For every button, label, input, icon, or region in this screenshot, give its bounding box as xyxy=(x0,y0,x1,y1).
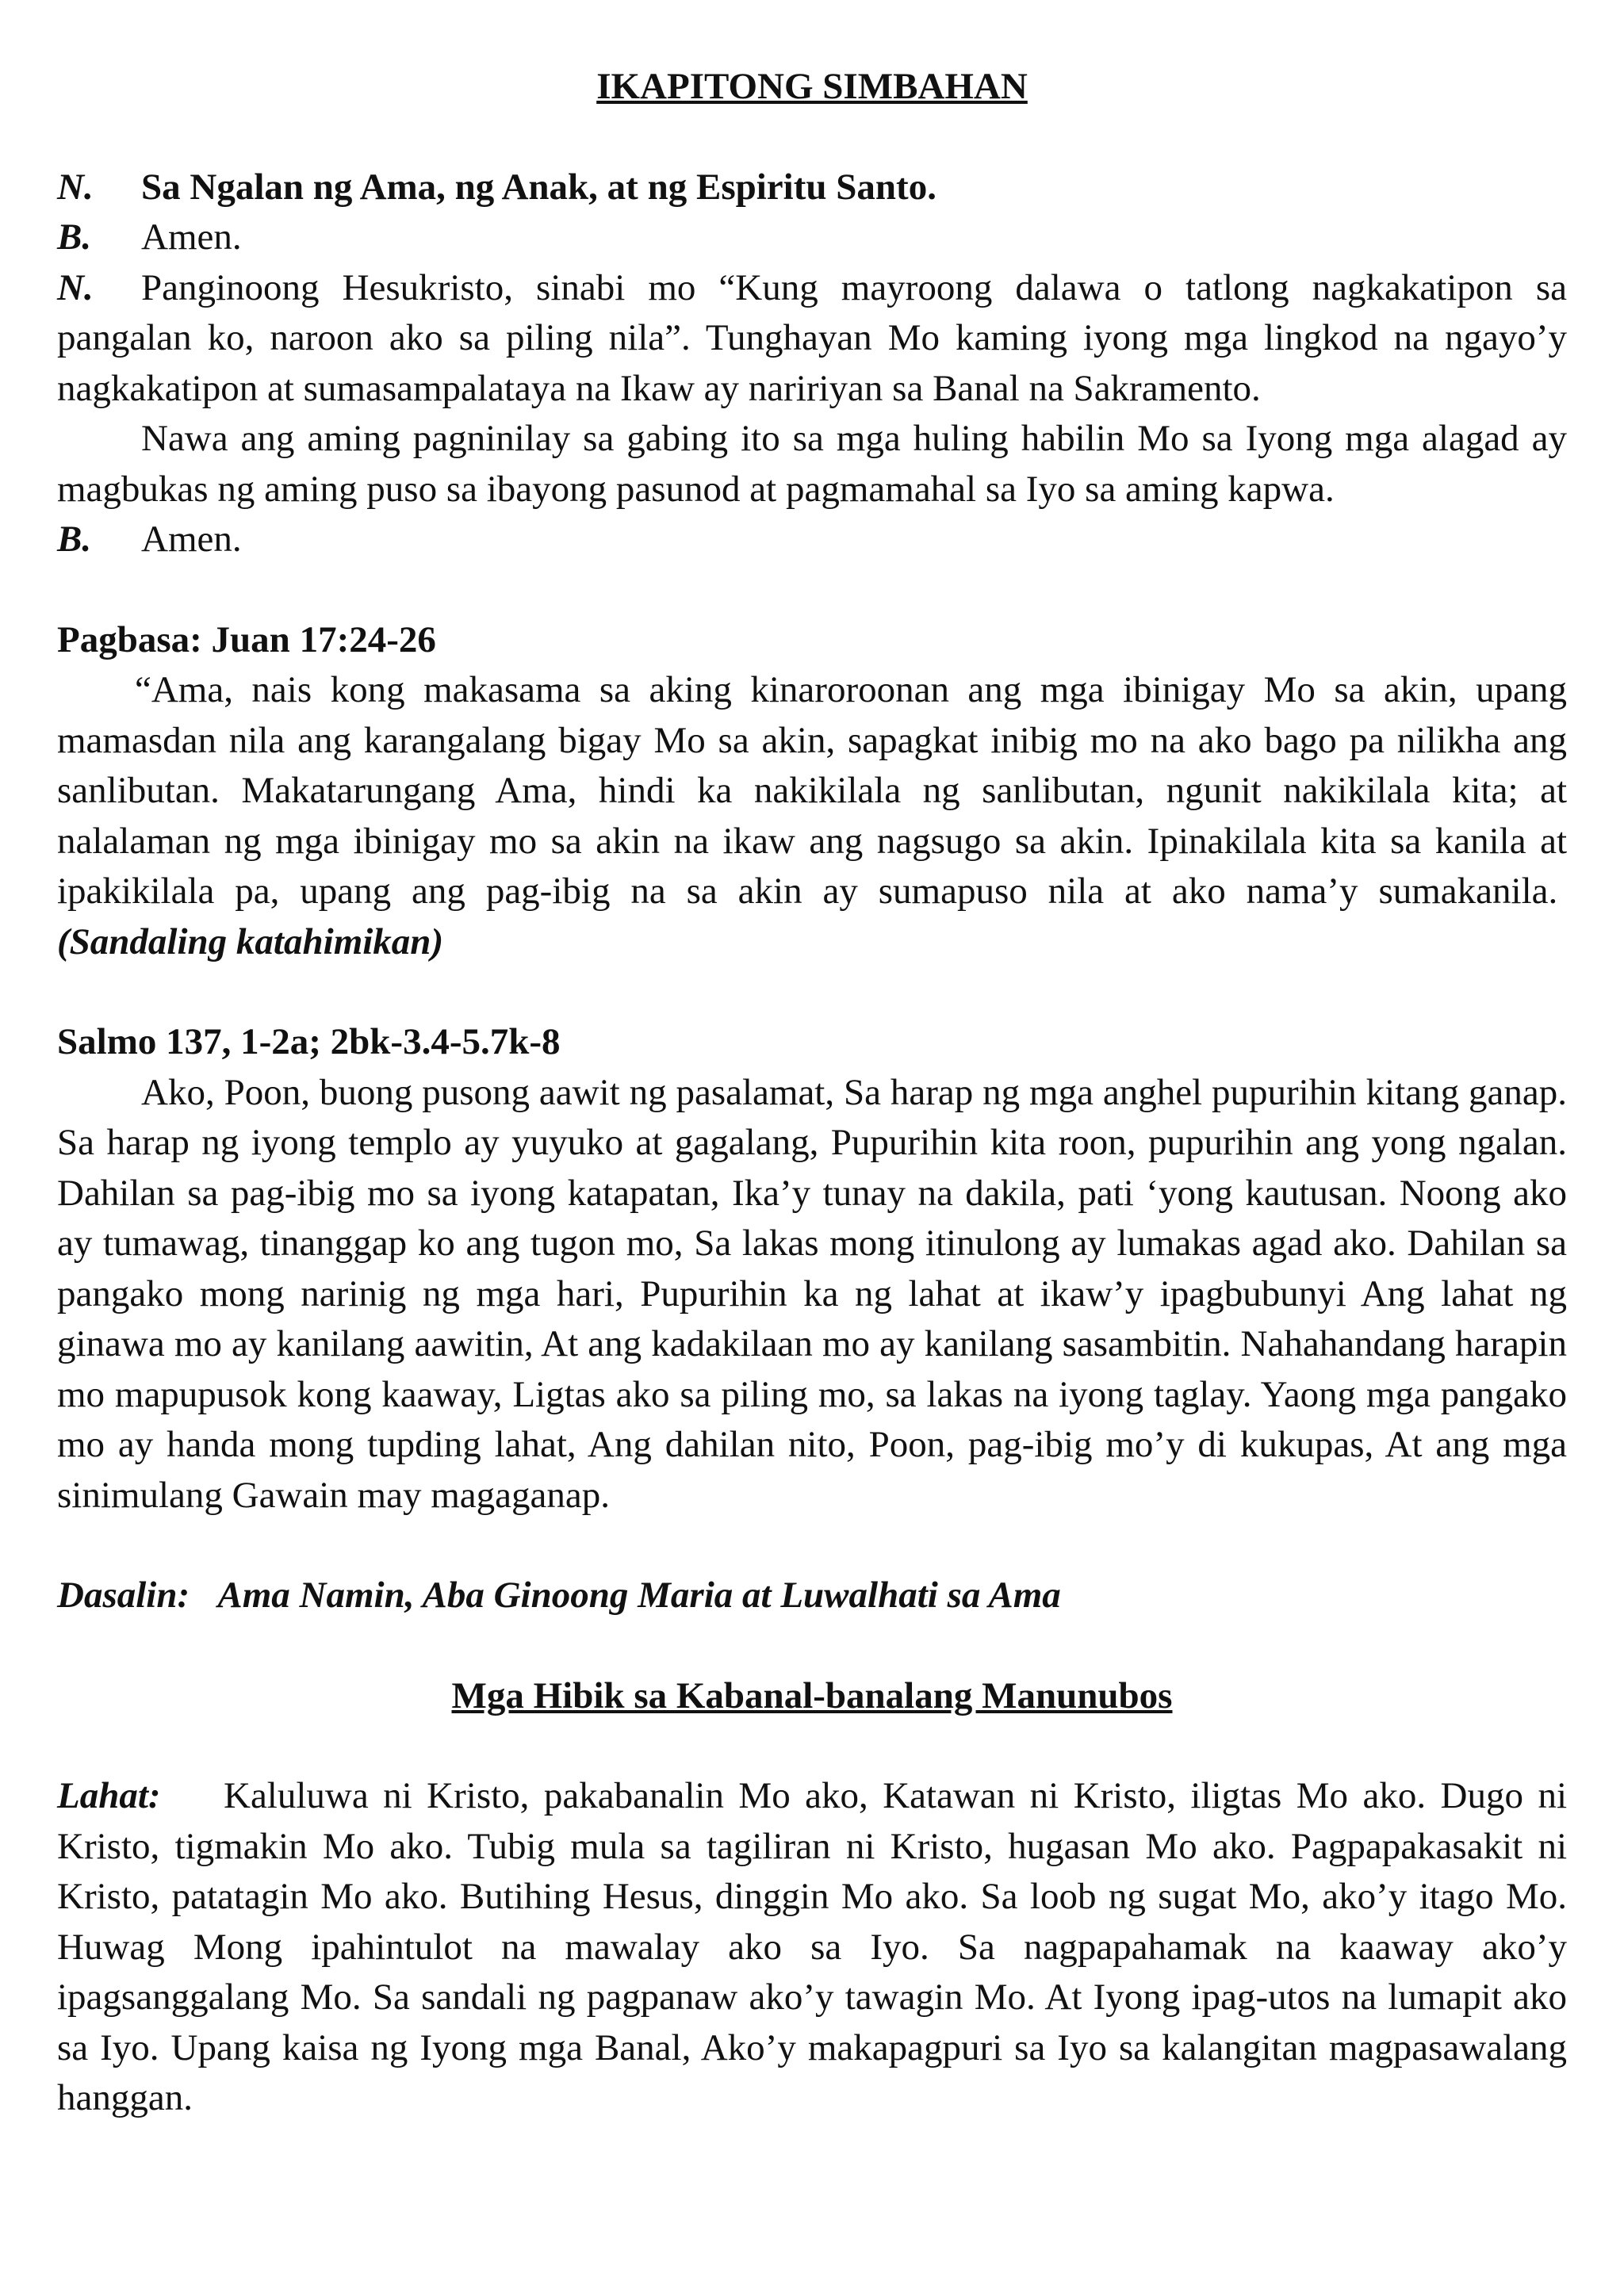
opening-line-1 xyxy=(57,163,1567,213)
spacer xyxy=(57,565,1567,615)
reading-text: “Ama, nais kong makasama sa aking kinaroroonan ang mga ibinigay Mo sa akin, upang mamasdan nila ang karangalang bigay Mo sa akin, sapagkat inibig mo na ako bago pa nilikha ang sanlibutan. Makatarungang Ama, hindi ka nakikilala ng sanlibutan, ngunit nakikilala kita; at nalalaman ng mga ibinigay mo sa akin na ikaw ang nagsugo sa akin. Ipinakilala kita sa kanila at ipakikilala pa, upang ang pag-ibig na sa akin ay sumapuso nila at ako nama’y sumakanila. xyxy=(57,669,1567,912)
spacer xyxy=(57,967,1567,1017)
opening-prayer xyxy=(57,263,1567,415)
invocation-text: Sa Ngalan ng Ama, ng Anak, at ng Espiritu Santo. xyxy=(141,166,936,208)
spacer xyxy=(57,1721,1567,1771)
opening-prayer-continuation: Nawa ang aming pagninilay sa gabing ito sa mga huling habilin Mo sa Iyong mga alagad ay magbukas ng aming puso sa ibayong pasunod at pagmamahal sa Iyo sa aming kapwa. xyxy=(57,418,1567,510)
page-title: IKAPITONG SIMBAHAN xyxy=(596,66,1028,107)
response-text: Amen. xyxy=(141,216,242,258)
reading-heading: Pagbasa: Juan 17:24-26 xyxy=(57,618,436,660)
litany-heading: Mga Hibik sa Kabanal-banalang Manunubos xyxy=(451,1674,1173,1716)
litany-prayer xyxy=(57,1771,1567,2124)
reading-passage xyxy=(57,665,1567,967)
prayers-line xyxy=(57,1571,1567,1621)
litany-text: Kaluluwa ni Kristo, pakabanalin Mo ako, Katawan ni Kristo, iligtas Mo ako. Dugo ni Kristo, tigmakin Mo ako. Tubig mula sa tagiliran ni Kristo, hugasan Mo ako. Pagpapakasakit ni Kristo, patatagin Mo ako. Butihing Hesus, dinggin Mo ako. Sa loob ng sugat Mo, ako’y itago Mo. Huwag Mong ipahintulot na mawalay ako sa Iyo. Sa nagpapahamak na kaaway ako’y ipagsanggalang Mo. Sa sandali ng pagpanaw ako’y tawagin Mo. At Iyong ipag-utos na lumapit ako sa Iyo. Upang kaisa ng Iyong mga Banal, Ako’y makapagpuri sa Iyo sa kalangitan magpasawalang hanggan. xyxy=(57,1775,1567,2118)
speaker-label: N. xyxy=(57,266,94,308)
response-line-2 xyxy=(57,515,1567,565)
response-line-1 xyxy=(57,212,1567,263)
prayers-label: Dasalin: xyxy=(57,1575,190,1616)
psalm-text: Ako, Poon, buong pusong aawit ng pasalamat, Sa harap ng mga anghel pupurihin kitang ganap. Sa harap ng iyong templo ay yuyuko at gagalang, Pupurihin kita roon, pupurihin ang yong ngalan. Dahilan sa pag-ibig mo sa iyong katapatan, Ika’y tunay na dakila, pati ‘yong kautusan. Noong ako ay tumawag, tinanggap ko ang tugon mo, Sa lakas mong itinulong ay lumakas agad ako. Dahilan sa pangako mong narinig ng mga hari, Pupurihin ka ng lahat at ikaw’y ipagbubunyi Ang lahat ng ginawa mo ay kanilang aawitin, At ang kadakilaan mo ay kanilang sasambitin. Nahahandang harapin mo mapupusok kong kaaway, Ligtas ako sa piling mo, sa lakas na iyong taglay. Yaong mga pangako mo ay handa mong tupding lahat, Ang dahilan nito, Poon, pag-ibig mo’y di kukupas, At ang mga sinimulang Gawain may magaganap. xyxy=(57,1071,1567,1516)
speaker-label: N. xyxy=(57,166,94,208)
opening-prayer-text: Panginoong Hesukristo, sinabi mo “Kung mayroong dalawa o tatlong nagkakatipon sa pangalan ko, naroon ako sa piling nila”. Tunghayan Mo kaming iyong mga lingkod na ngayo’y nagkakatipon at sumasampalataya na Ikaw ay naririyan sa Banal na Sakramento. xyxy=(57,266,1567,409)
spacer xyxy=(57,1621,1567,1671)
psalm-heading: Salmo 137, 1-2a; 2bk-3.4-5.7k-8 xyxy=(57,1021,561,1062)
prayers-text: Ama Namin, Aba Ginoong Maria at Luwalhati sa Ama xyxy=(217,1575,1061,1616)
speaker-label: B. xyxy=(57,216,92,258)
silence-note: (Sandaling katahimikan) xyxy=(57,920,444,962)
document-page xyxy=(57,62,1567,2124)
response-text: Amen. xyxy=(141,519,242,560)
speaker-label: B. xyxy=(57,519,92,560)
spacer xyxy=(57,1521,1567,1571)
speaker-label: Lahat: xyxy=(57,1775,161,1816)
